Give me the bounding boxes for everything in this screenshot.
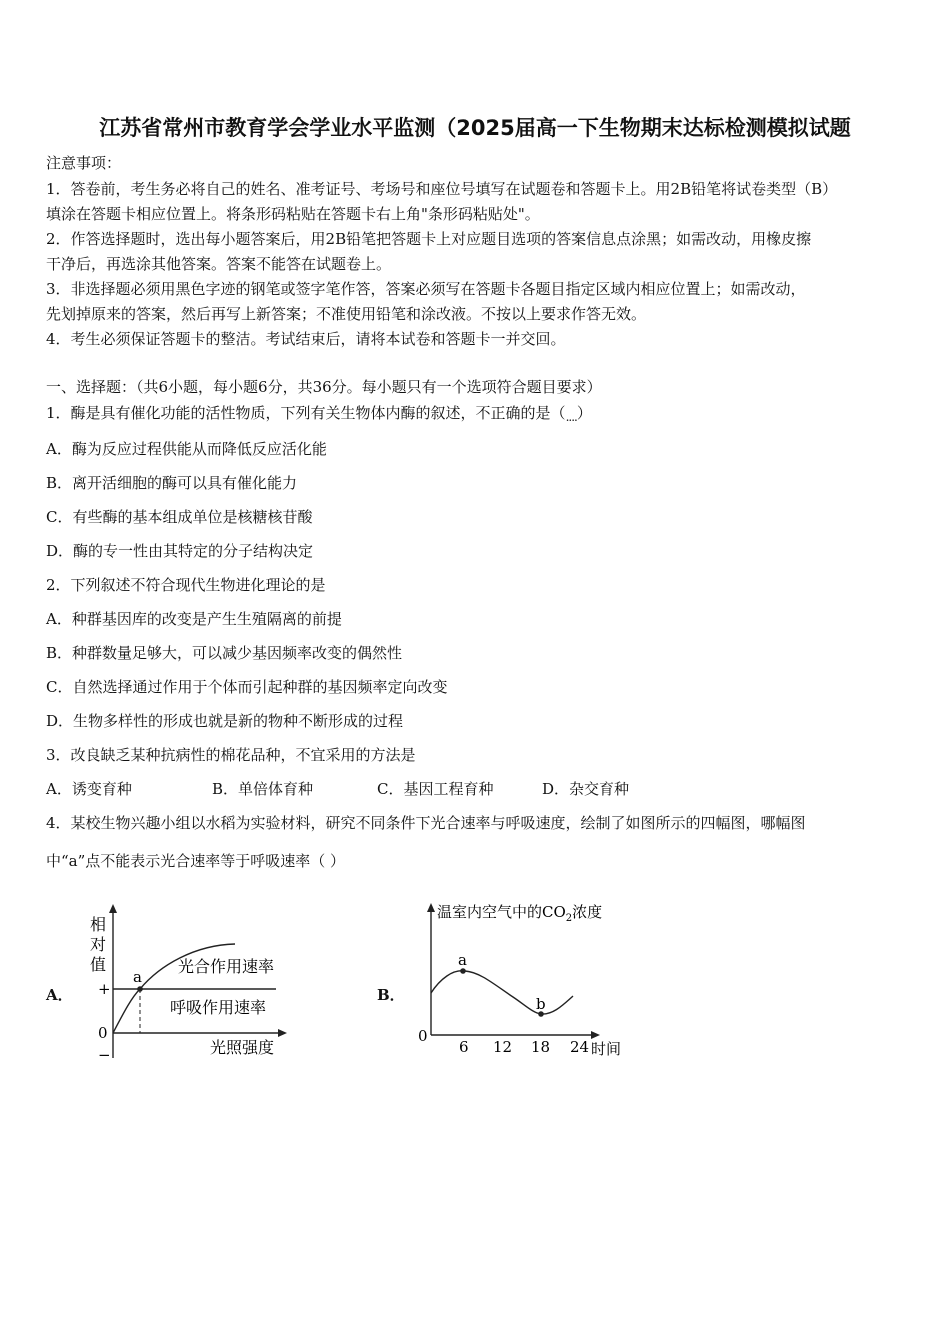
figure-a-y-label: 相: [90, 915, 107, 934]
question-1-close: ）: [576, 404, 592, 422]
option: A．诱变育种: [46, 780, 132, 798]
figure-b-x-tick: 24: [570, 1038, 590, 1056]
question-1-stem: [46, 402, 592, 424]
notice-line: 4．考生必须保证答题卡的整洁。考试结束后，请将本试卷和答题卡一并交回。: [46, 330, 566, 348]
figure-b-point-a-label: a: [458, 951, 467, 969]
figure-a-minus-label: −: [98, 1046, 111, 1064]
notice-line: 干净后，再选涂其他答案。答案不能答在试题卷上。: [46, 255, 392, 273]
figure-b-y-label-main: 温室内空气中的CO: [437, 903, 566, 921]
notice-line: 1．答卷前，考生务必将自己的姓名、准考证号、考场号和座位号填写在试题卷和答题卡上。用2B铅笔将试卷类型（B）: [46, 180, 838, 198]
figure-a-plus-label: +: [98, 980, 111, 998]
figure-a-graph: [80, 900, 310, 1065]
figure-b-y-label-tail: 浓度: [572, 903, 603, 921]
figure-a-point-label: a: [133, 968, 142, 986]
option: A．种群基因库的改变是产生生殖隔离的前提: [46, 610, 342, 628]
option: D．生物多样性的形成也就是新的物种不断形成的过程: [46, 712, 404, 730]
figure-b-point-a: [460, 968, 466, 974]
section-heading: 一、选择题：（共6小题，每小题6分，共36分。每小题只有一个选项符合题目要求）: [46, 378, 602, 396]
figure-a-point-a: [137, 986, 143, 992]
question-1-text: 1．酶是具有催化功能的活性物质，下列有关生物体内酶的叙述，不正确的是（: [46, 404, 566, 422]
figure-b-x-tick: 6: [459, 1038, 469, 1056]
option: B．种群数量足够大，可以减少基因频率改变的偶然性: [46, 644, 403, 662]
figure-b-x-tick: 18: [531, 1038, 551, 1056]
notice-line: 3．非选择题必须用黑色字迹的钢笔或签字笔作答，答案必须写在答题卡各题目指定区域内相应位置上；如需改动，: [46, 280, 806, 298]
notice-heading: 注意事项：: [46, 154, 122, 172]
question-3-stem: 3．改良缺乏某种抗病性的棉花品种，不宜采用的方法是: [46, 746, 416, 764]
option: B．单倍体育种: [212, 780, 314, 798]
notice-line: 先划掉原来的答案，然后再写上新答案；不准使用铅笔和涂改液。不按以上要求作答无效。: [46, 305, 647, 323]
figure-a-x-arrow: [278, 1029, 287, 1037]
emphasis-dots: ....: [565, 410, 577, 424]
figure-b-y-label-sub: 2: [565, 913, 573, 924]
option: C．有些酶的基本组成单位是核糖核苷酸: [46, 508, 313, 526]
page-title: 江苏省常州市教育学会学业水平监测（2025届高一下生物期末达标检测模拟试题: [99, 116, 851, 140]
question-4-stem: 4．某校生物兴趣小组以水稻为实验材料，研究不同条件下光合速率与呼吸速度，绘制了如图所示的四幅图，哪幅图: [46, 814, 806, 832]
option: D．酶的专一性由其特定的分子结构决定: [46, 542, 314, 560]
figure-b-graph: [415, 895, 635, 1060]
figure-a-zero-label: 0: [98, 1024, 108, 1042]
option: C．基因工程育种: [377, 780, 494, 798]
notice-line: 填涂在答题卡相应位置上。将条形码粘贴在答题卡右上角"条形码粘贴处"。: [46, 205, 540, 223]
figure-b-co2-curve: [431, 971, 573, 1014]
figure-b-zero-label: 0: [418, 1027, 428, 1045]
figure-b-x-tick: 12: [493, 1038, 513, 1056]
option: A．酶为反应过程供能从而降低反应活化能: [46, 440, 327, 458]
figure-a-curve2-label: 呼吸作用速率: [170, 998, 267, 1017]
figure-b-y-arrow: [427, 903, 435, 912]
option: D．杂交育种: [542, 780, 630, 798]
question-2-stem: 2．下列叙述不符合现代生物进化理论的是: [46, 576, 326, 594]
figure-b-y-label: [437, 903, 602, 924]
figure-b-x-label: 时间: [591, 1040, 622, 1058]
figure-a-x-label: 光照强度: [210, 1038, 275, 1057]
figure-b-x-arrow: [591, 1031, 600, 1039]
question-4-stem: 中“a”点不能表示光合速率等于呼吸速率（ ）: [46, 852, 346, 870]
option: B．离开活细胞的酶可以具有催化能力: [46, 474, 298, 492]
figure-b-point-b-label: b: [536, 995, 546, 1013]
figure-a-option-label: A．: [46, 986, 73, 1004]
figure-b-option-label: B．: [377, 986, 405, 1004]
option: C．自然选择通过作用于个体而引起种群的基因频率定向改变: [46, 678, 448, 696]
figure-a-y-label: 值: [90, 955, 107, 974]
figure-a-y-label: 对: [90, 935, 107, 954]
figure-a-y-arrow: [109, 904, 117, 913]
figure-a-curve1-label: 光合作用速率: [178, 957, 275, 976]
notice-line: 2．作答选择题时，选出每小题答案后，用2B铅笔把答题卡上对应题目选项的答案信息点涂黑；如需改动，用橡皮擦: [46, 230, 812, 248]
